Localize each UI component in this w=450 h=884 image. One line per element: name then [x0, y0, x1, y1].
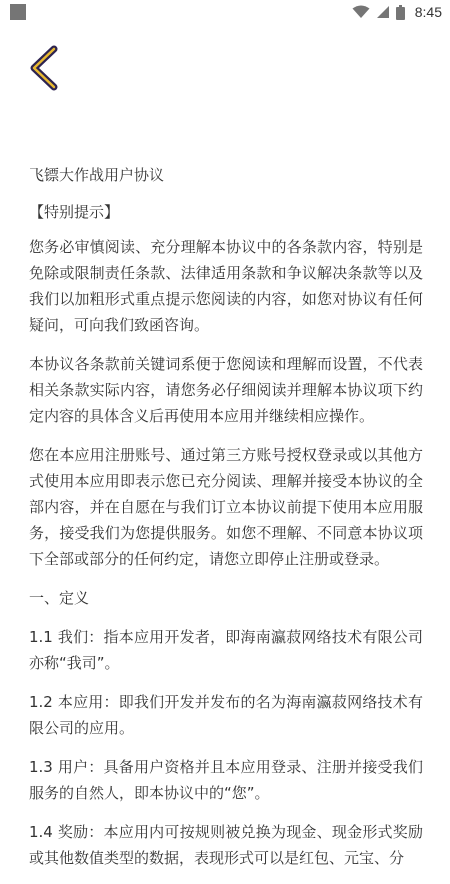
definition-item: 1.1 我们：指本应用开发者，即海南瀛菽网络技术有限公司亦称“我司”。: [29, 628, 423, 672]
notice-heading: 【特别提示】: [29, 203, 120, 221]
definition-item: 1.4 奖励：本应用内可按规则被兑换为现金、现金形式奖励或其他数值类型的数据，表现形式可以是红包、元宝、分: [29, 823, 423, 867]
paragraph: 您在本应用注册账号、通过第三方账号授权登录或以其他方式使用本应用即表示您已充分阅读、理解并接受本协议的全部内容，并在自愿在与我们订立本协议前提下使用本应用服务，接受我们为您提供服务。如您不理解、不同意本协议项下全部或部分的任何约定，请您立即停止注册或登录。: [29, 446, 423, 568]
agreement-content: [29, 162, 423, 884]
definition-item: 1.3 用户：具备用户资格并且本应用登录、注册并接受我们服务的自然人，即本协议中的“您”。: [29, 758, 423, 802]
status-icons: [352, 0, 442, 24]
status-time: 8:45: [414, 4, 442, 20]
signal-square-icon: [10, 4, 26, 20]
paragraph: 本协议各条款前关键词系便于您阅读和理解而设置，不代表相关条款实际内容，请您务必仔细阅读并理解本协议项下约定内容的具体含义后再使用本应用并继续相应操作。: [29, 355, 423, 425]
section-heading: 一、定义: [29, 589, 90, 607]
definition-item: 1.2 本应用：即我们开发并发布的名为海南瀛菽网络技术有限公司的应用。: [29, 693, 423, 737]
paragraph: 您务必审慎阅读、充分理解本协议中的各条款内容，特别是免除或限制责任条款、法律适用条款和争议解决条款等以及我们以加粗形式重点提示您阅读的内容，如您对协议有任何疑问，可向我们致函咨询。: [29, 238, 423, 334]
wifi-icon: [352, 5, 370, 19]
status-bar: [0, 0, 450, 24]
battery-icon: [396, 5, 405, 20]
document-title: 飞镖大作战用户协议: [29, 166, 165, 184]
chevron-left-icon: [28, 45, 60, 91]
cellular-icon: [376, 5, 390, 19]
back-button[interactable]: [24, 42, 64, 94]
